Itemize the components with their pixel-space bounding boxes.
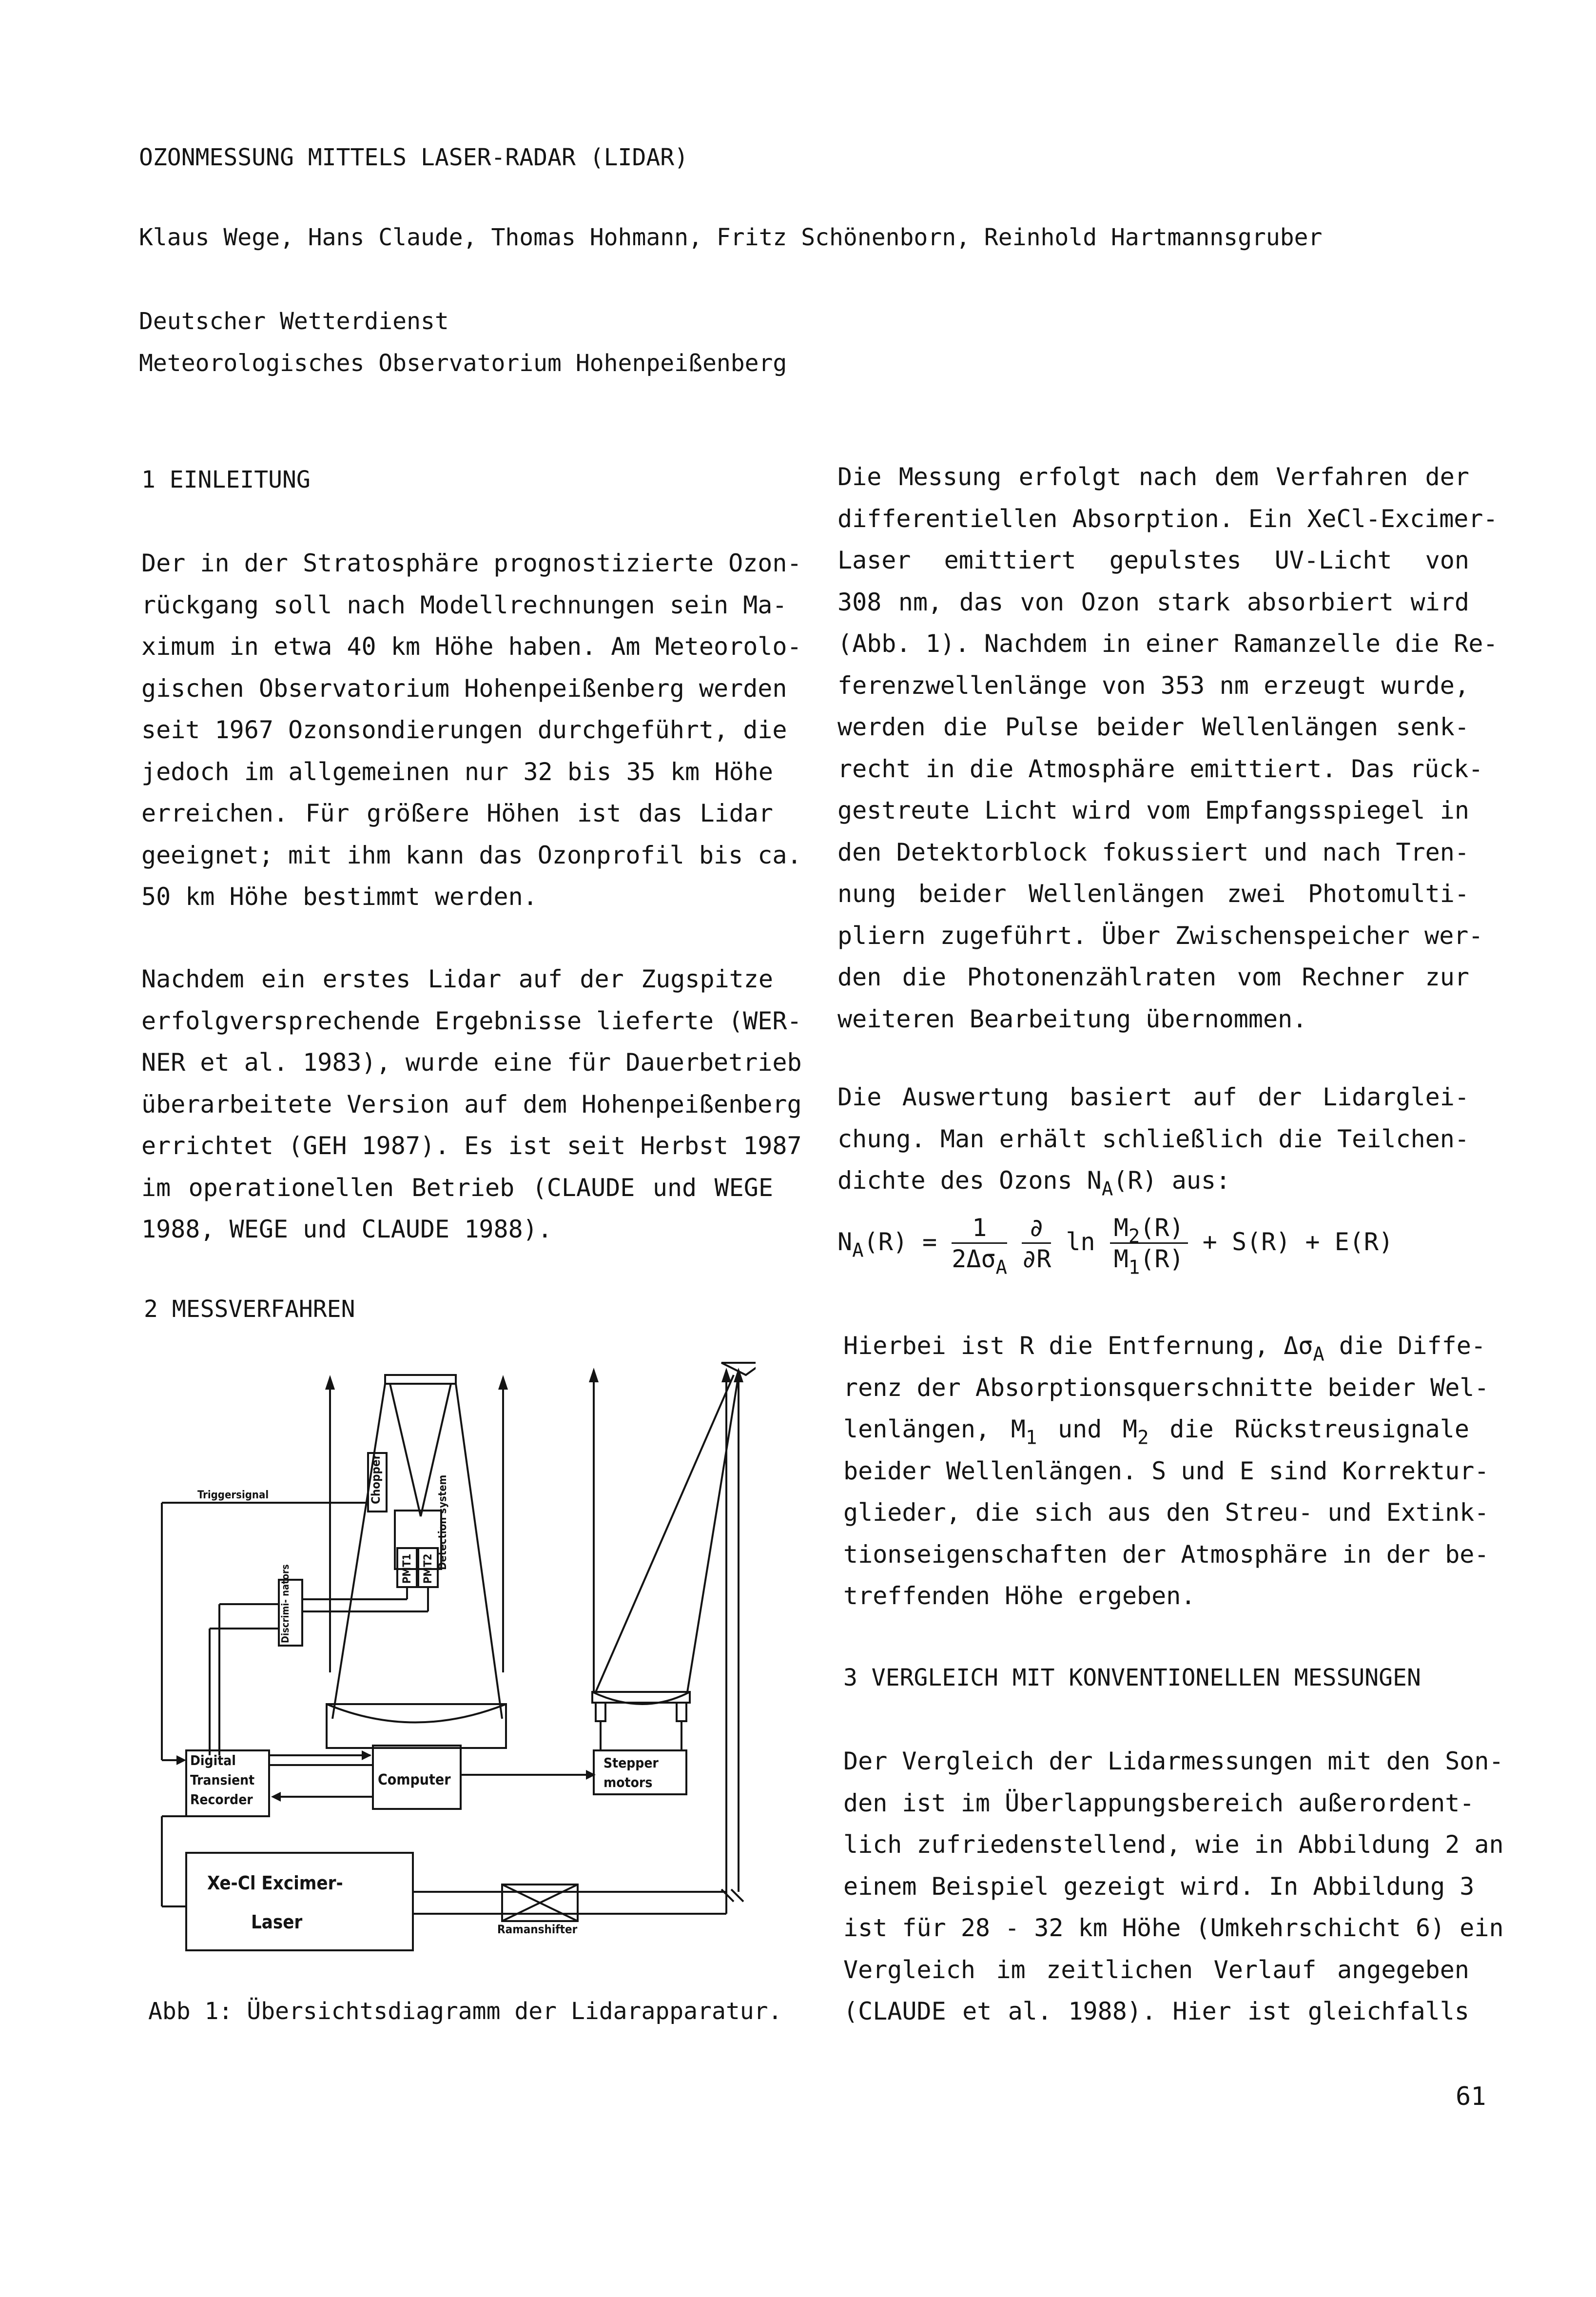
eq-symbol: 2Δσ — [952, 1245, 996, 1273]
text-line: Der Vergleich der Lidarmessungen mit den Son- — [843, 1747, 1504, 1775]
eq-denominator — [1110, 1244, 1188, 1279]
laser-box — [186, 1853, 413, 1950]
arrow-right-icon — [176, 1755, 186, 1765]
comparison-paragraph — [843, 1741, 1504, 2033]
affiliation-observatory: Meteorologisches Observatorium Hohenpeißenberg — [139, 350, 787, 377]
text-line: glieder, die sich aus den Streu- und Extink- — [843, 1498, 1489, 1527]
eq-symbol: M — [1113, 1214, 1129, 1242]
text-line: errichtet (GEH 1987). Es ist seit Herbst 1987 — [141, 1132, 802, 1160]
dtr-label-line-1: Digital — [190, 1752, 236, 1768]
text-line: dichte des Ozons $N_A(R)$ aus: — [837, 1166, 1231, 1200]
definitions-paragraph — [843, 1325, 1489, 1617]
text-line: pliern zugeführt. Über Zwischenspeicher wer- — [837, 921, 1483, 950]
eq-subscript: A — [1313, 1343, 1324, 1366]
text-line: nung beider Wellenlängen zwei Photomulti- — [837, 880, 1469, 908]
text-line: geeignet; mit ihm kann das Ozonprofil bis ca. — [141, 841, 802, 869]
text-line: werden die Pulse beider Wellenlängen senk- — [837, 713, 1469, 741]
text-line: Laser emittiert gepulstes UV-Licht von — [837, 546, 1469, 574]
text-line: Die Auswertung basiert auf der Lidarglei- — [837, 1083, 1469, 1111]
text-line: 50 km Höhe bestimmt werden. — [141, 883, 538, 911]
page-number: 61 — [1456, 2082, 1486, 2111]
lidar-apparatus-diagram — [151, 1355, 756, 1980]
eq-numerator: 1 — [952, 1213, 1007, 1244]
eq-denominator — [952, 1244, 1008, 1279]
arrow-up-icon — [589, 1368, 599, 1382]
section-2-heading: 2 MESSVERFAHREN — [144, 1296, 355, 1323]
text-line: lich zufriedenstellend, wie in Abbildung 2 an — [843, 1830, 1504, 1859]
text-line: jedoch im allgemeinen nur 32 bis 35 km Höhe — [141, 757, 773, 786]
section-1-heading: 1 EINLEITUNG — [141, 466, 311, 493]
text-line: 1988, WEGE und CLAUDE 1988). — [141, 1215, 552, 1243]
laser-label-line-2: Laser — [251, 1911, 303, 1933]
eq-fraction — [1110, 1213, 1188, 1279]
eq-symbol: (R) — [1140, 1245, 1184, 1273]
affiliation-institution: Deutscher Wetterdienst — [139, 308, 449, 335]
chopper-label: Chopper — [369, 1454, 383, 1504]
eq-symbol: + S(R) + E(R) — [1202, 1228, 1394, 1256]
text-line: den die Photonenzählraten vom Rechner zur — [837, 963, 1469, 991]
pmt1-label: PMT1 — [401, 1553, 413, 1584]
text-line — [843, 1325, 1486, 1367]
text-line — [843, 1409, 1469, 1451]
eq-subscript: A — [852, 1239, 864, 1262]
text-line: erreichen. Für größere Höhen ist das Lidar — [141, 799, 773, 827]
stepper-label-line-2: motors — [603, 1774, 653, 1790]
text-line: ximum in etwa 40 km Höhe haben. Am Meteorolo- — [141, 632, 802, 661]
eq-subscript: 2 — [1137, 1427, 1149, 1449]
discriminators-label: Discrimi- nators — [279, 1564, 291, 1643]
text-line: treffenden Höhe ergeben. — [843, 1582, 1196, 1610]
text-fragment: dichte des Ozons — [837, 1166, 1072, 1195]
text-fragment: Hierbei ist R die Entfernung, Δσ — [843, 1332, 1313, 1360]
arrow-up-icon — [721, 1368, 731, 1382]
eq-fraction — [1022, 1213, 1051, 1274]
triggersignal-label: Triggersignal — [197, 1489, 269, 1501]
text-line: Die Messung erfolgt nach dem Verfahren der — [837, 463, 1469, 491]
text-fragment: die Rückstreusignale — [1169, 1415, 1469, 1443]
text-line: tionseigenschaften der Atmosphäre in der be- — [843, 1540, 1489, 1569]
eq-subscript: 1 — [1025, 1427, 1037, 1449]
laser-label-line-1: Xe-Cl Excimer- — [207, 1872, 343, 1894]
intro-paragraph-2 — [141, 959, 802, 1251]
lidar-equation — [837, 1213, 1394, 1279]
paper-title: OZONMESSUNG MITTELS LASER-RADAR (LIDAR) — [139, 144, 689, 171]
text-line: den Detektorblock fokussiert und nach Tren- — [837, 838, 1469, 866]
text-line: Der in der Stratosphäre prognostizierte Ozon- — [141, 549, 802, 577]
primary-mirror-mount — [327, 1704, 506, 1748]
method-paragraph — [837, 456, 1498, 1040]
section-3-heading: 3 VERGLEICH MIT KONVENTIONELLEN MESSUNGEN — [843, 1664, 1421, 1691]
intro-paragraph-1 — [141, 543, 802, 918]
text-line: ist für 28 - 32 km Höhe (Umkehrschicht 6) ein — [843, 1914, 1504, 1942]
text-fragment: die Diffe- — [1339, 1332, 1486, 1360]
dtr-label-line-2: Transient — [190, 1772, 255, 1788]
text-line: rückgang soll nach Modellrechnungen sein Ma- — [141, 590, 787, 619]
detection-system-label: Detection system — [437, 1474, 449, 1570]
dtr-label-line-3: Recorder — [190, 1791, 253, 1807]
eq-symbol: N — [837, 1228, 853, 1256]
eq-fraction — [952, 1213, 1008, 1279]
arrow-right-icon — [362, 1750, 371, 1760]
text-line: im operationellen Betrieb (CLAUDE und WEGE — [141, 1173, 773, 1202]
text-line: weiteren Bearbeitung übernommen. — [837, 1004, 1307, 1033]
eq-symbol: M — [1113, 1245, 1129, 1273]
pmt2-label: PMT2 — [422, 1553, 434, 1584]
eq-symbol: (R) — [1140, 1214, 1184, 1242]
text-line: differentiellen Absorption. Ein XeCl-Excimer- — [837, 504, 1498, 533]
text-line: chung. Man erhält schließlich die Teilchen- — [837, 1124, 1469, 1153]
text-line: (CLAUDE et al. 1988). Hier ist gleichfalls — [843, 1997, 1469, 2025]
text-line: 308 nm, das von Ozon stark absorbiert wird — [837, 588, 1469, 616]
text-line: überarbeitete Version auf dem Hohenpeißenberg — [141, 1090, 802, 1119]
arrow-up-icon — [498, 1375, 508, 1390]
arrow-up-icon — [325, 1375, 335, 1390]
text-line: einem Beispiel gezeigt wird. In Abbildung 3 — [843, 1872, 1475, 1901]
text-line: (Abb. 1). Nachdem in einer Ramanzelle die Re- — [837, 629, 1498, 658]
eq-symbol: ln — [1066, 1228, 1095, 1256]
text-line: renz der Absorptionsquerschnitte beider Wel- — [843, 1373, 1489, 1402]
eq-numerator — [1110, 1213, 1188, 1248]
text-line: NER et al. 1983), wurde eine für Dauerbetrieb — [141, 1048, 802, 1077]
figure-caption: Abb 1: Übersichtsdiagramm der Lidarapparatur. — [148, 1998, 782, 2025]
text-fragment: (R) aus: — [1113, 1166, 1231, 1195]
arrow-left-icon — [271, 1792, 281, 1802]
text-fragment: und M — [1058, 1415, 1138, 1443]
text-line: seit 1967 Ozonsondierungen durchgeführt, die — [141, 716, 787, 744]
eq-symbol: (R) = — [863, 1228, 937, 1256]
eq-denominator: ∂R — [1022, 1245, 1051, 1273]
primary-mirror — [327, 1704, 506, 1723]
text-line: den ist im Überlappungsbereich außerordent- — [843, 1788, 1475, 1817]
text-line: Nachdem ein erstes Lidar auf der Zugspitze — [141, 965, 773, 993]
text-fragment: lenlängen, M — [843, 1415, 1026, 1443]
computer-label: Computer — [378, 1771, 451, 1788]
ramanshifter-label: Ramanshifter — [497, 1923, 578, 1936]
stepper-label-line-1: Stepper — [603, 1755, 659, 1771]
text-line: gischen Observatorium Hohenpeißenberg werden — [141, 674, 787, 703]
text-line: Vergleich im zeitlichen Verlauf angegeben — [843, 1955, 1469, 1984]
eq-numerator: ∂ — [1022, 1213, 1051, 1244]
eq-subscript: 1 — [1128, 1256, 1140, 1279]
eq-subscript: 2 — [1128, 1225, 1140, 1248]
author-list: Klaus Wege, Hans Claude, Thomas Hohmann, Fritz Schönenborn, Reinhold Hartmannsgruber — [139, 224, 1323, 251]
text-line: beider Wellenlängen. S und E sind Korrektur- — [843, 1456, 1489, 1485]
text-line: recht in die Atmosphäre emittiert. Das rück- — [837, 754, 1483, 783]
evaluation-paragraph — [837, 1077, 1469, 1202]
text-line: ferenzwellenlänge von 353 nm erzeugt wurde, — [837, 671, 1469, 700]
secondary-mirror — [385, 1375, 456, 1384]
text-line: erfolgversprechende Ergebnisse lieferte (WER- — [141, 1006, 802, 1035]
eq-subscript: A — [995, 1256, 1008, 1279]
text-line: gestreute Licht wird vom Empfangsspiegel in — [837, 796, 1469, 825]
